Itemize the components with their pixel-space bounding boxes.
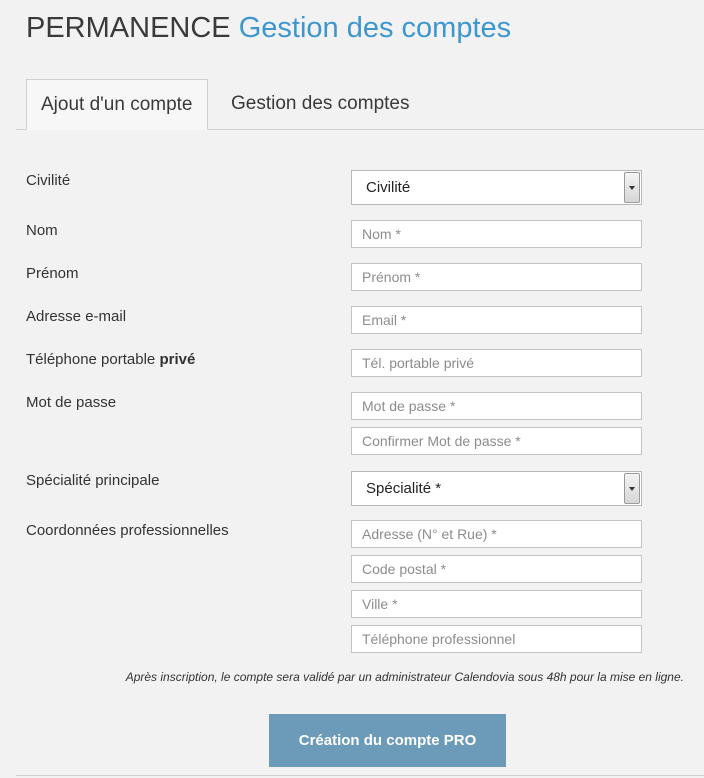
tabs-bar [16,79,704,130]
validation-notice: Après inscription, le compte sera validé par un administrateur Calendovia sous 48h pour la mise en ligne. [125,670,684,684]
tab-gestion-comptes[interactable]: Gestion des comptes [231,93,410,114]
confirmer-mot-de-passe-input[interactable] [351,427,642,455]
specialite-select[interactable] [351,471,642,506]
mot-de-passe-input[interactable] [351,392,642,420]
prenom-label: Prénom [26,265,79,282]
coordonnees-label: Coordonnées professionnelles [26,522,229,539]
civilite-selected-value: Civilité [366,179,411,196]
tab-ajout-compte[interactable]: Ajout d'un compte [26,79,208,130]
prenom-input[interactable] [351,263,642,291]
civilite-select[interactable] [351,170,642,205]
page-title-main: PERMANENCE [26,12,231,44]
telephone-portable-label-text: Téléphone portable [26,351,156,368]
nom-label: Nom [26,222,58,239]
telephone-pro-input[interactable] [351,625,642,653]
telephone-portable-label [26,351,195,368]
code-postal-input[interactable] [351,555,642,583]
nom-input[interactable] [351,220,642,248]
telephone-portable-label-bold: privé [159,351,196,368]
email-input[interactable] [351,306,642,334]
specialite-selected-value: Spécialité * [366,480,442,497]
telephone-portable-input[interactable] [351,349,642,377]
mot-de-passe-label: Mot de passe [26,394,117,411]
adresse-input[interactable] [351,520,642,548]
divider [16,775,704,776]
civilite-label: Civilité [26,172,71,189]
page-title [26,10,511,46]
chevron-down-icon[interactable] [624,172,640,203]
chevron-down-icon[interactable] [624,473,640,504]
ville-input[interactable] [351,590,642,618]
email-label: Adresse e-mail [26,308,127,325]
specialite-label: Spécialité principale [26,472,160,489]
create-pro-account-button[interactable]: Création du compte PRO [269,714,506,767]
page-title-accent: Gestion des comptes [238,12,512,44]
